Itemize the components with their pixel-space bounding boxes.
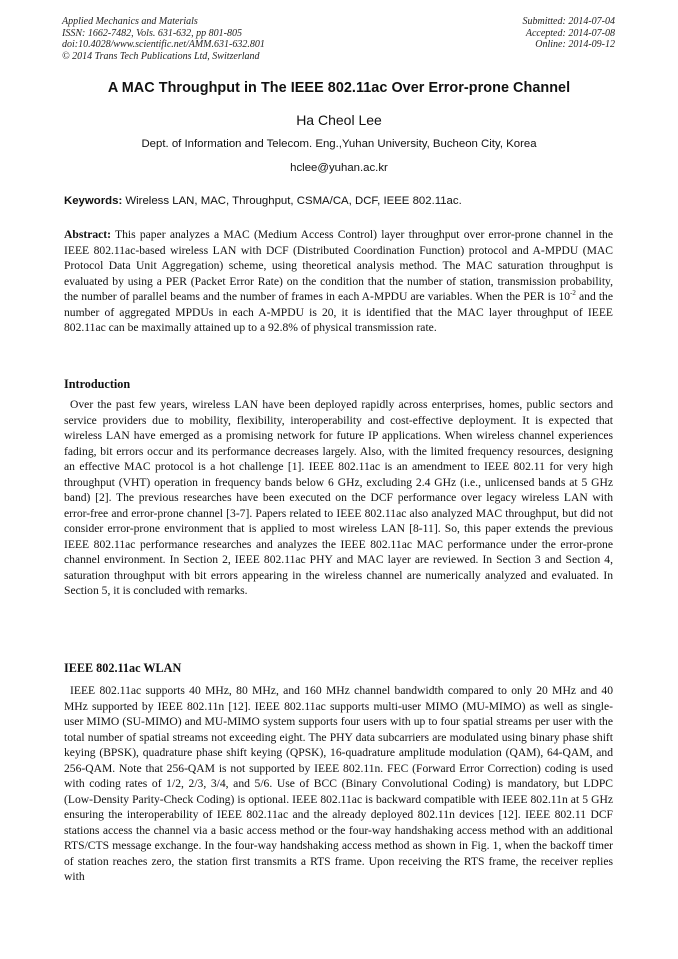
accepted-date: Accepted: 2014-07-08 (525, 27, 615, 39)
journal-issn: ISSN: 1662-7482, Vols. 631-632, pp 801-805 (62, 27, 242, 39)
introduction-heading: Introduction (64, 377, 131, 391)
abstract-text-2: and the number of aggregated MPDUs in each A-MPDU is 20, it is identified that the MAC layer throughput of IEEE 802.11ac can be maximally attained up to a 92.8% of physical transmission rate. (64, 290, 613, 334)
abstract-label: Abstract: (64, 228, 112, 241)
journal-name: Applied Mechanics and Materials (62, 16, 198, 27)
paper-title: A MAC Throughput in The IEEE 802.11ac Over Error-prone Channel (107, 80, 571, 96)
journal-copyright: © 2014 Trans Tech Publications Ltd, Switzerland (62, 50, 260, 62)
abstract-text-1: This paper analyzes a MAC (Medium Access Control) layer throughput over error-prone channel in the IEEE 802.11ac-based wireless LAN with DCF (Distributed Coordination Function) protocol and A-MPDU (MAC Protocol Data Unit Aggregation) scheme, using theoretical analysis method. The MAC saturation throughput is evaluated by using a PER (Packet Error Rate) on the condition that the number of station, transmission probability, the number of parallel beams and the number of frames in each A-MPDU are variables. When the PER is 10 (64, 228, 613, 303)
journal-info (62, 16, 265, 62)
online-date: Online: 2014-09-12 (535, 39, 615, 50)
keywords (64, 195, 619, 207)
publication-dates (523, 16, 616, 51)
wlan-text: IEEE 802.11ac supports 40 MHz, 80 MHz, and 160 MHz channel bandwidth compared to only 20 MHz and 40 MHz supported by IEEE 802.11n [12]. IEEE 802.11ac supports multi-user MIMO (MU-MIMO) as well as single-user MIMO (SU-MIMO) and MU-MIMO system supports four users with up to four spatial streams per user with the total number of spatial streams not exceeding eight. The PHY data subcarriers are modulated using binary phase shift keying (BPSK), quadrature phase shift keying (QPSK), 16-quadrature amplitude modulation (QAM), 64-QAM, and 256-QAM. Note that 256-QAM is not supported by IEEE 802.11n. FEC (Forward Error Correction) coding is used with coding rates of 1/2, 2/3, 3/4, and 5/6. Use of BCC (Binary Convolutional Coding) is mandatory, but LDPC (Low-Density Parity-Check Coding) is optional. IEEE 802.11ac is backward compatible with IEEE 802.11n at 5 GHz ensuring the interoperability of IEEE 802.11ac and the already deployed 802.11n devices [12]. IEEE 802.11 DCF stations access the channel via a basic access method or the four-way handshaking access method with an additional RTS/CTS message exchange. In the four-way handshaking access method as shown in Fig. 1, when the backoff timer of station reaches zero, the station first transmits a RTS frame. Upon receiving the RTS frame, the receiver replies with (64, 684, 613, 883)
wlan-body (64, 683, 613, 885)
wlan-heading: IEEE 802.11ac WLAN (64, 661, 182, 675)
author-name: Ha Cheol Lee (296, 112, 382, 128)
introduction-text: Over the past few years, wireless LAN have been deployed rapidly across enterprises, homes, public sectors and service providers due to mobility, flexibility, interoperability and cost-effective deployment. It is expected that wireless LAN have emerged as a promising network for future IP applications. When wireless channel experiences fading, bit errors occur and its performance decreases largely. Also, with the limited frequency resources, designing an effective MAC protocol is a hot challenge [1]. IEEE 802.11ac is an amendment to IEEE 802.11 for very high throughput (VHT) operation in frequency bands below 6 GHz, excluding 2.4 GHz (i.e., unlicensed bands at 5 GHz band) [2]. The previous researches have been executed on the DCF performance over legacy wireless LAN with error-free and error-prone channel [3-7]. Papers related to IEEE 802.11ac also analyzed MAC throughput, but did not consider error-prone environment that is applied to most wireless LAN [8-11]. So, this paper extends the previous IEEE 802.11ac performance researches and analyzes the IEEE 802.11ac MAC performance under the error-prone channel environment. In Section 2, IEEE 802.11ac PHY and MAC layer are reviewed. In Section 3 and Section 4, saturation throughput with bit errors appearing in the wireless channel are numerically analyzed and evaluated. In Section 5, it is concluded with remarks. (64, 398, 613, 597)
abstract-exponent: -2 (570, 289, 576, 297)
submitted-date: Submitted: 2014-07-04 (522, 16, 615, 27)
abstract (64, 227, 613, 336)
author-email: hclee@yuhan.ac.kr (290, 162, 388, 174)
keywords-label: Keywords: (64, 195, 123, 207)
keywords-text: Wireless LAN, MAC, Throughput, CSMA/CA, DCF, IEEE 802.11ac. (122, 195, 462, 207)
introduction-body (64, 397, 613, 599)
journal-doi: doi:10.4028/www.scientific.net/AMM.631-632.801 (62, 39, 265, 50)
author-affiliation: Dept. of Information and Telecom. Eng.,Yuhan University, Bucheon City, Korea (141, 138, 537, 150)
